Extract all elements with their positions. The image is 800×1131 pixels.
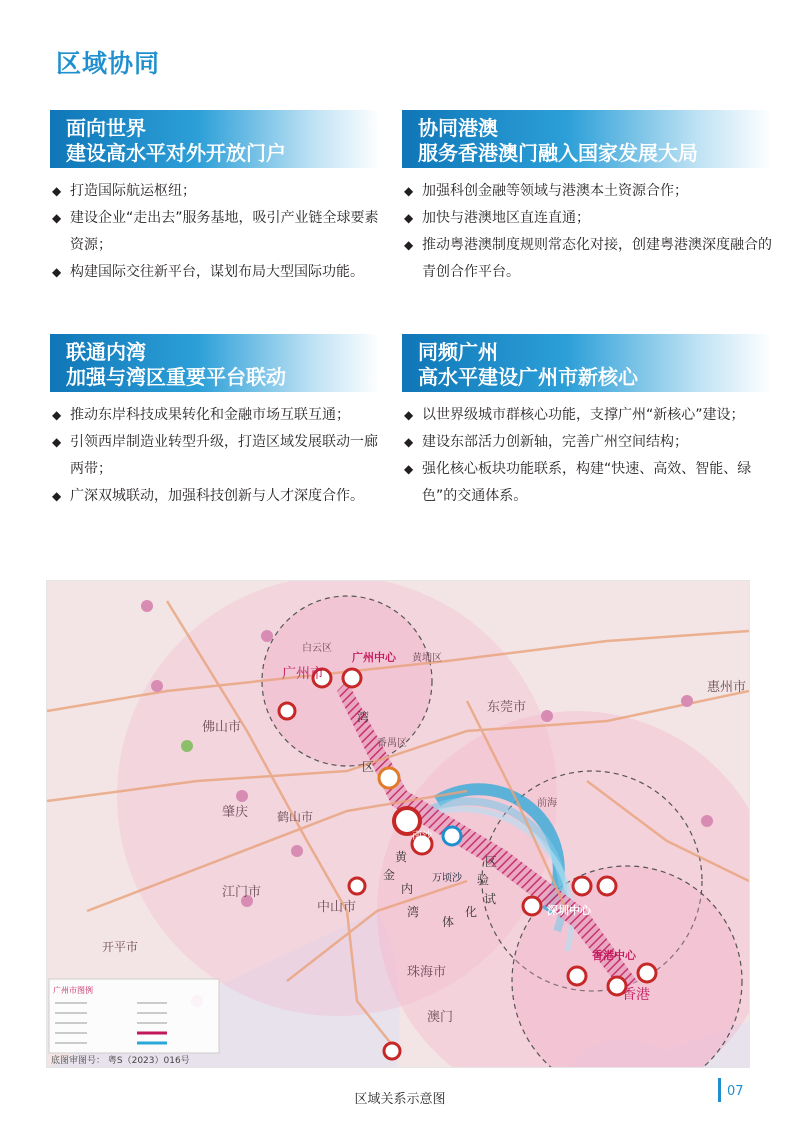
map-label: 白云区 <box>302 643 332 654</box>
page-number: 07 <box>727 1084 744 1099</box>
map-label: 珠海市 <box>407 965 447 980</box>
map-label: 东莞市 <box>487 700 527 715</box>
list-item: ◆ 加强科创金融等领域与港澳本土资源合作； <box>402 178 772 205</box>
section-title-line2: 服务香港澳门融入国家发展大局 <box>418 141 698 165</box>
section-open-to-world <box>50 110 380 286</box>
map-label: 开平市 <box>102 940 139 954</box>
map-label: 湾 <box>407 905 420 919</box>
regional-relationship-map <box>46 580 750 1068</box>
section-title-line2: 建设高水平对外开放门户 <box>66 141 286 165</box>
figure-caption: 区域关系示意图 <box>354 1092 446 1107</box>
list-item: ◆ 广深双城联动，加强科技创新与人才深度合作。 <box>50 483 380 510</box>
map-label: 广州中心 <box>352 651 396 664</box>
map-label: 体 <box>442 915 455 929</box>
list-item: ◆ 加快与港澳地区直连直通； <box>402 205 772 232</box>
diamond-icon: ◆ <box>404 462 414 476</box>
section-title-line1: 面向世界 <box>66 116 146 140</box>
map-label: 深圳中心 <box>547 904 591 917</box>
list-item: ◆ 引领西岸制造业转型升级，打造区域发展联动一廊两带； <box>50 429 380 483</box>
map-label: 惠州市 <box>707 680 747 695</box>
section-title-line1: 协同港澳 <box>418 116 498 140</box>
list-item: ◆ 以世界级城市群核心功能，支撑广州“新核心”建设； <box>402 402 772 429</box>
section-hk-macau <box>402 110 772 286</box>
map-label: 湾 <box>357 710 370 724</box>
diamond-icon: ◆ <box>52 408 62 422</box>
diamond-icon: ◆ <box>404 408 414 422</box>
page-title: 区域协同 <box>56 49 161 78</box>
list-item: ◆ 打造国际航运枢纽； <box>50 178 380 205</box>
map-label: 南沙 <box>412 831 432 842</box>
bullet-list <box>402 178 772 286</box>
diamond-icon: ◆ <box>404 435 414 449</box>
map-label: 佛山市 <box>202 720 242 735</box>
map-label: 前海 <box>537 798 557 809</box>
map-label: 鹤山市 <box>277 810 314 824</box>
diamond-icon: ◆ <box>52 435 62 449</box>
section-title-line2: 加强与湾区重要平台联动 <box>66 365 286 389</box>
diamond-icon: ◆ <box>404 184 414 198</box>
legend-title: 广州市图例 <box>53 986 93 995</box>
section-banner <box>402 334 772 392</box>
section-banner <box>402 110 772 168</box>
map-label: 万顷沙 <box>432 873 462 884</box>
map-label: 区 <box>362 760 375 774</box>
diamond-icon: ◆ <box>52 211 62 225</box>
bullet-list <box>402 402 772 510</box>
map-label: 中山市 <box>317 900 357 915</box>
section-title-line1: 同频广州 <box>418 340 498 364</box>
map-label: 内 <box>401 882 414 896</box>
section-title-line1: 联通内湾 <box>66 340 146 364</box>
map-label: 江门市 <box>222 885 262 900</box>
map-label: 番禺区 <box>377 738 407 749</box>
map-number-prefix: 底图审图号： <box>51 1056 106 1066</box>
bullet-list <box>50 178 380 286</box>
list-item: ◆ 建设东部活力创新轴，完善广州空间结构； <box>402 429 772 456</box>
map-label: 黄埔区 <box>412 653 442 664</box>
page-number-bar <box>718 1078 721 1102</box>
section-guangzhou-core <box>402 334 772 510</box>
map-label: 香港 <box>622 987 650 1003</box>
map-label: 化 <box>465 905 478 919</box>
svg-text:底图审图号： 粤S（2023）016号 <box>51 1054 190 1066</box>
list-item: ◆ 建设企业“走出去”服务基地，吸引产业链全球要素资源； <box>50 205 380 259</box>
map-number: 粤S（2023）016号 <box>107 1056 190 1066</box>
map-label: 验 <box>477 873 490 887</box>
map-label: 广州市 <box>282 666 324 682</box>
bullet-list <box>50 402 380 510</box>
map-label: 金 <box>383 868 396 882</box>
map-label: 澳门 <box>427 1010 454 1025</box>
section-banner <box>50 334 380 392</box>
diamond-icon: ◆ <box>404 211 414 225</box>
diamond-icon: ◆ <box>52 489 62 503</box>
section-banner <box>50 110 380 168</box>
list-item: ◆ 强化核心板块功能联系，构建“快速、高效、智能、绿色”的交通体系。 <box>402 456 772 510</box>
diamond-icon: ◆ <box>404 238 414 252</box>
map-label: 香港中心 <box>592 949 636 962</box>
section-title-line2: 高水平建设广州市新核心 <box>418 365 638 389</box>
diamond-icon: ◆ <box>52 265 62 279</box>
map-label: 黄 <box>395 850 408 864</box>
map-legend <box>49 979 219 1066</box>
list-item: ◆ 推动粤港澳制度规则常态化对接，创建粤港澳深度融合的青创合作平台。 <box>402 232 772 286</box>
diamond-icon: ◆ <box>52 184 62 198</box>
list-item: ◆ 推动东岸科技成果转化和金融市场互联互通； <box>50 402 380 429</box>
section-inner-bay <box>50 334 380 510</box>
list-item: ◆ 构建国际交往新平台，谋划布局大型国际功能。 <box>50 259 380 286</box>
map-label: 区 <box>485 855 498 869</box>
map-label: 肇庆 <box>222 805 249 820</box>
map-label: 试 <box>484 892 497 906</box>
